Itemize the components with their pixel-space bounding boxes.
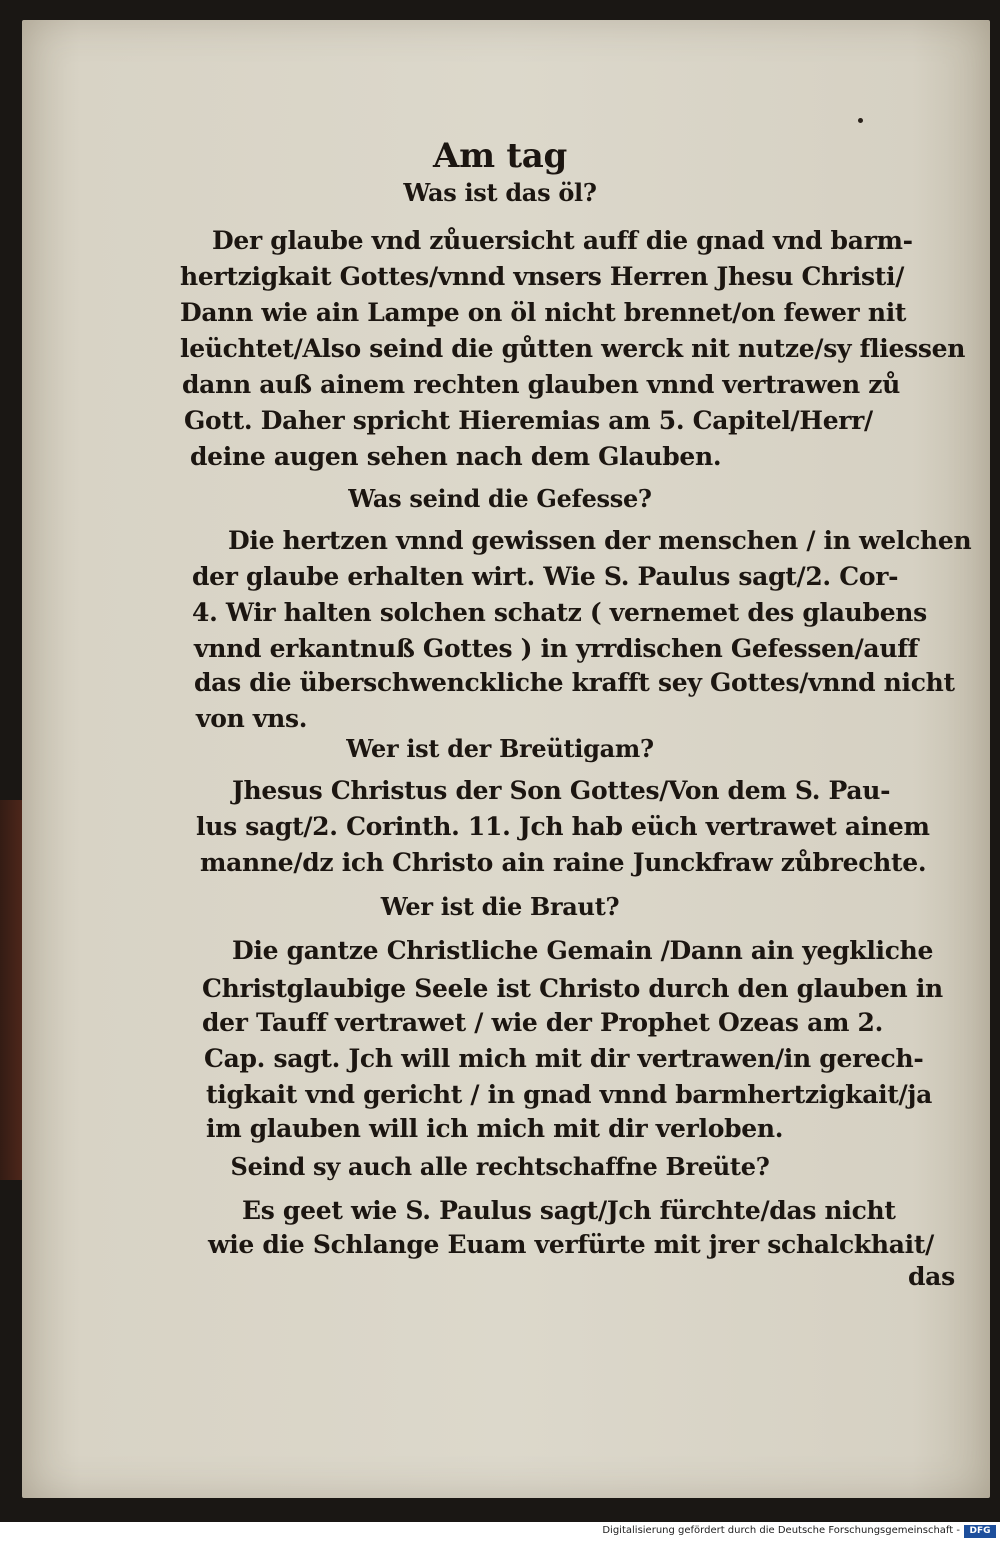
text-line: Die gantze Christliche Gemain /Dann ain yegkliche bbox=[232, 936, 934, 965]
text-line: dann auß ainem rechten glauben vnnd vertrawen zů bbox=[182, 370, 901, 399]
text-line: manne/dz ich Christo ain raine Junckfraw zůbrechte. bbox=[200, 848, 927, 877]
question-oil: Was ist das öl? bbox=[403, 178, 597, 207]
text-line: Es geet wie S. Paulus sagt/Jch fürchte/das nicht bbox=[242, 1196, 896, 1225]
ink-speck bbox=[858, 118, 863, 123]
text-line: tigkait vnd gericht / in gnad vnnd barmhertzigkait/ja bbox=[206, 1080, 933, 1109]
footer-bar bbox=[0, 1522, 1000, 1542]
text-line: deine augen sehen nach dem Glauben. bbox=[190, 442, 722, 471]
text-line: hertzigkait Gottes/vnnd vnsers Herren Jhesu Christi/ bbox=[180, 262, 905, 291]
text-line: 4. Wir halten solchen schatz ( vernemet des glaubens bbox=[192, 598, 927, 627]
text-line: Die hertzen vnnd gewissen der menschen / in welchen bbox=[228, 526, 972, 555]
page-heading: Am tag bbox=[433, 136, 567, 176]
text-line: Jhesus Christus der Son Gottes/Von dem S. Pau- bbox=[232, 776, 891, 805]
text-line: wie die Schlange Euam verfürte mit jrer schalckhait/ bbox=[208, 1230, 934, 1259]
text-line: Gott. Daher spricht Hieremias am 5. Capitel/Herr/ bbox=[184, 406, 873, 435]
question-brides: Seind sy auch alle rechtschaffne Breüte? bbox=[230, 1152, 770, 1181]
text-line: vnnd erkantnuß Gottes ) in yrrdischen Gefessen/auff bbox=[194, 634, 919, 663]
text-line: lus sagt/2. Corinth. 11. Jch hab eüch vertrawet ainem bbox=[196, 812, 930, 841]
question-bride: Wer ist die Braut? bbox=[380, 892, 620, 921]
funding-notice: Digitalisierung gefördert durch die Deutsche Forschungsgemeinschaft - bbox=[602, 1525, 960, 1536]
question-vessels: Was seind die Gefesse? bbox=[348, 484, 652, 513]
text-line: Dann wie ain Lampe on öl nicht brennet/on fewer nit bbox=[180, 298, 907, 327]
catchword: das bbox=[908, 1262, 955, 1291]
text-line: im glauben will ich mich mit dir verloben. bbox=[206, 1114, 784, 1143]
text-line: Cap. sagt. Jch will mich mit dir vertrawen/in gerech- bbox=[204, 1044, 924, 1073]
text-line: Der glaube vnd zůuersicht auff die gnad vnd barm- bbox=[212, 226, 913, 255]
text-line: von vns. bbox=[196, 704, 308, 733]
question-bridegroom: Wer ist der Breütigam? bbox=[346, 734, 654, 763]
text-line: leüchtet/Also seind die gůtten werck nit nutze/sy fliessen bbox=[180, 334, 966, 363]
text-line: der Tauff vertrawet / wie der Prophet Ozeas am 2. bbox=[202, 1008, 884, 1037]
text-line: Christglaubige Seele ist Christo durch den glauben in bbox=[202, 974, 943, 1003]
dfg-logo-icon: DFG bbox=[964, 1525, 996, 1538]
text-line: der glaube erhalten wirt. Wie S. Paulus sagt/2. Cor- bbox=[192, 562, 899, 591]
text-line: das die überschwenckliche krafft sey Gottes/vnnd nicht bbox=[194, 668, 955, 697]
binding-edge bbox=[0, 800, 22, 1180]
